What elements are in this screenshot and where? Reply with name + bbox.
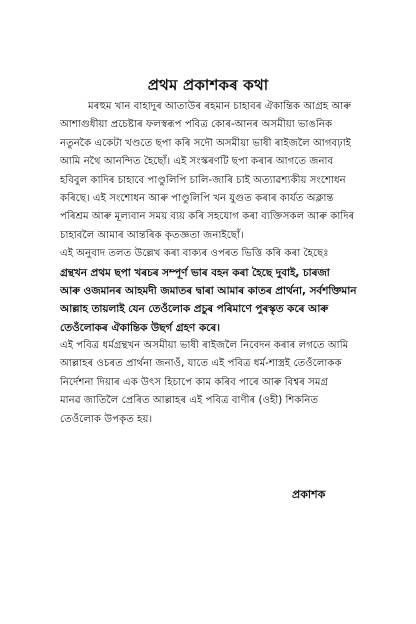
bold-text-line: আৰু ওজমানৰ আহমদী জমাতৰ দ্বাৰা আমাৰ কাতৰ প্ৰাৰ্থনা, সৰ্বশক্তিমান <box>60 284 357 297</box>
text-line: মৰহুম খান বাহাদুৰ আতাউৰ ৰহমান চাহাবৰ ঐকান্তিক আগ্ৰহ আৰু <box>88 101 352 112</box>
page-title: প্ৰথম প্ৰকাশকৰ কথা <box>147 76 269 94</box>
text-line: এই পবিত্ৰ ধৰ্মগ্ৰন্থখন অসমীয়া ভাষী ৰাইজলৈ নিবেদন কৰাৰ লগতে আমি <box>60 340 349 352</box>
text-line: নিৰ্দেশনা দিয়াৰ এক উৎস হিচাপে কাম কৰিব পাৰে আৰু বিশ্বৰ সমগ্ৰ <box>60 376 329 388</box>
text-line: পৰিশ্ৰম আৰু মূল্যবান সময় ব্যয় কৰি সহযোগ কৰা ব্যক্তিসকল আৰু কাদিৰ <box>60 211 355 223</box>
preface-body <box>60 98 390 429</box>
bold-text-line: তেওঁলোকৰ ঐকান্তিক উছৰ্গ গ্ৰহণ কৰে। <box>60 321 220 334</box>
text-line: হবিবুল কাদিৰ চাহাবে পাণ্ডুলিপি চালি-জাৰি চাই অত্যাৱশ্যকীয় সংশোধন <box>60 174 346 186</box>
text-line: চাহাবলৈ আমাৰ আন্তৰিক কৃতজ্ঞতা জনাইছোঁ। <box>60 229 244 241</box>
text-line: এই অনুবাদ তলত উল্লেখ কৰা বাক্যৰ ওপৰত ভিত্তি কৰি কৰা হৈছেঃ <box>60 248 329 260</box>
text-line: তেওঁলোক উপকৃত হয়। <box>60 413 153 425</box>
text-line: আল্লাহৰ ওচৰত প্ৰাৰ্থনা জনাওঁ, যাতে এই পবিত্ৰ ধৰ্ম-শাস্ত্ৰই তেওঁলোকক <box>60 358 342 370</box>
bold-text-line: আল্লাহ তায়লাই যেন তেওঁলোক প্ৰচুৰ পৰিমাণে পুৰস্কৃত কৰে আৰু <box>60 303 329 316</box>
text-line: নতুনকৈ একেটা খণ্ডতে ছপা কৰি সদৌ অসমীয়া ভাষী ৰাইজলৈ আগবঢ়াই <box>60 137 351 149</box>
text-line: মানৱ জাতিলৈ প্ৰেৰিত আল্লাহৰ এই পবিত্ৰ বাণীৰ (ওহী) শিকনিত <box>60 395 319 407</box>
publisher-signature: প্ৰকাশক <box>292 488 326 501</box>
text-line: আমি নথৈ আনন্দিত হৈছোঁ। এই সংস্কৰণটি ছপা কৰাৰ আগতে জনাব <box>60 156 334 168</box>
text-line: কৰিছে। এই সংশোধন আৰু পাণ্ডুলিপি খন যুগুত কৰাৰ কাৰ্যত অক্লান্ত <box>60 192 334 204</box>
text-line: আশাগুধীয়া প্ৰচেষ্টাৰ ফলস্বৰূপ পবিত্ৰ কোৰ-আনৰ অসমীয়া ভাঙনিক <box>60 119 333 131</box>
bold-text-line: গ্ৰন্থখন প্ৰথম ছপা খৰচৰ সম্পূৰ্ণ ভাৰ বহন কৰা হৈছে দুবাই, চাৰজা <box>60 266 330 279</box>
